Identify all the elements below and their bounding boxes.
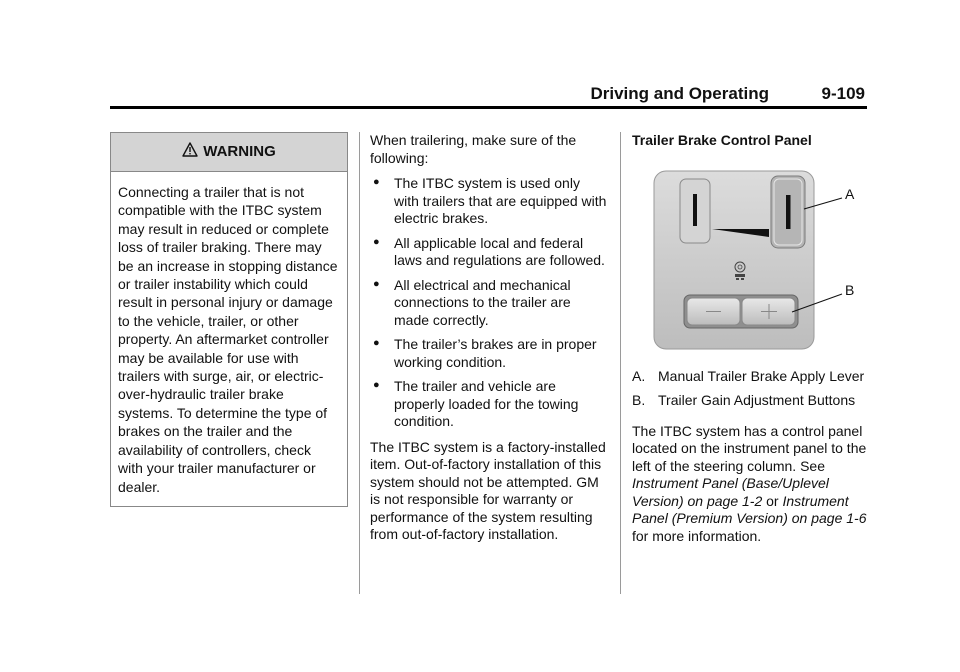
page-number: 9-109 xyxy=(821,84,865,103)
bullet-icon: ● xyxy=(373,277,380,290)
trailer-gain-minus-button[interactable] xyxy=(687,298,740,325)
warning-title: WARNING xyxy=(203,143,276,161)
list-item: ● All electrical and mechanical connections to the trailer are made correctly. xyxy=(373,276,571,328)
callout-a: A xyxy=(845,185,855,202)
figure-legend xyxy=(632,368,868,410)
list-item: ● All applicable local and federal laws and regulations are followed. xyxy=(373,234,605,268)
list-item: ● The ITBC system is used only with trailers that are equipped with electric brakes. xyxy=(373,175,607,226)
reference-link-premium[interactable]: Instrument Panel (Premium Version) on page 1-6 xyxy=(632,492,867,526)
column-middle xyxy=(370,132,608,544)
bullet-icon: ● xyxy=(373,379,380,391)
control-panel-illustration xyxy=(632,170,868,360)
manual-trailer-brake-apply-lever[interactable] xyxy=(771,176,805,248)
figure-title: Trailer Brake Control Panel xyxy=(632,132,812,148)
trailer-brake-control-panel-figure xyxy=(632,170,868,360)
itbc-control-panel-paragraph: The ITBC system has a control panel located on the instrument panel to the left of the steering column. See Instrument Panel (Base/Uplevel Version) on page 1-2 or Instrument Panel (Premium Version) on page 1-6 for more information. xyxy=(632,422,867,544)
legend-item-a: A. Manual Trailer Brake Apply Lever xyxy=(632,367,865,384)
reference-link-base-uplevel[interactable]: Instrument Panel (Base/Uplevel Version) on page 1-2 xyxy=(632,475,829,509)
page-header xyxy=(110,84,867,109)
brake-lever-left xyxy=(680,179,710,243)
warning-box xyxy=(110,132,348,507)
trailer-gain-plus-button[interactable] xyxy=(742,298,795,325)
trailering-checklist xyxy=(370,175,608,431)
callout-b: B xyxy=(845,281,855,298)
list-item: ● The trailer’s brakes are in proper working condition. xyxy=(373,336,597,370)
list-item: ● The trailer and vehicle are properly loaded for the towing condition. xyxy=(373,378,579,429)
bullet-icon: ● xyxy=(373,235,380,248)
warning-header xyxy=(111,133,347,172)
section-title: Driving and Operating xyxy=(590,84,769,103)
warning-text: Connecting a trailer that is not compatible with the ITBC system may result in reduced or complete loss of trailer braking. There may be an increase in stopping distance or trailer instability which could result in personal injury or damage to the vehicle, trailer, or other property. An aftermarket controller may be available for use with trailers with surge, air, or electric-over-hydraulic trailer brake systems. To determine the type of brakes on the trailer and the availability of controllers, check with your trailer manufacturer or dealer. xyxy=(118,184,338,495)
bullet-icon: ● xyxy=(373,337,380,349)
warning-triangle-icon xyxy=(182,142,198,162)
itbc-factory-paragraph: The ITBC system is a factory-installed item. Out-of-factory installation of this system should not be attempted. GM is not responsible for warranty or performance of the system resulting from out-of-factory installation. xyxy=(370,438,606,542)
column-divider xyxy=(359,132,360,594)
column-right xyxy=(632,132,868,545)
legend-item-b: B. Trailer Gain Adjustment Buttons xyxy=(632,392,856,408)
trailering-intro: When trailering, make sure of the following: xyxy=(370,132,577,166)
column-left xyxy=(110,132,348,507)
bullet-icon: ● xyxy=(373,176,380,188)
column-divider xyxy=(620,132,621,594)
